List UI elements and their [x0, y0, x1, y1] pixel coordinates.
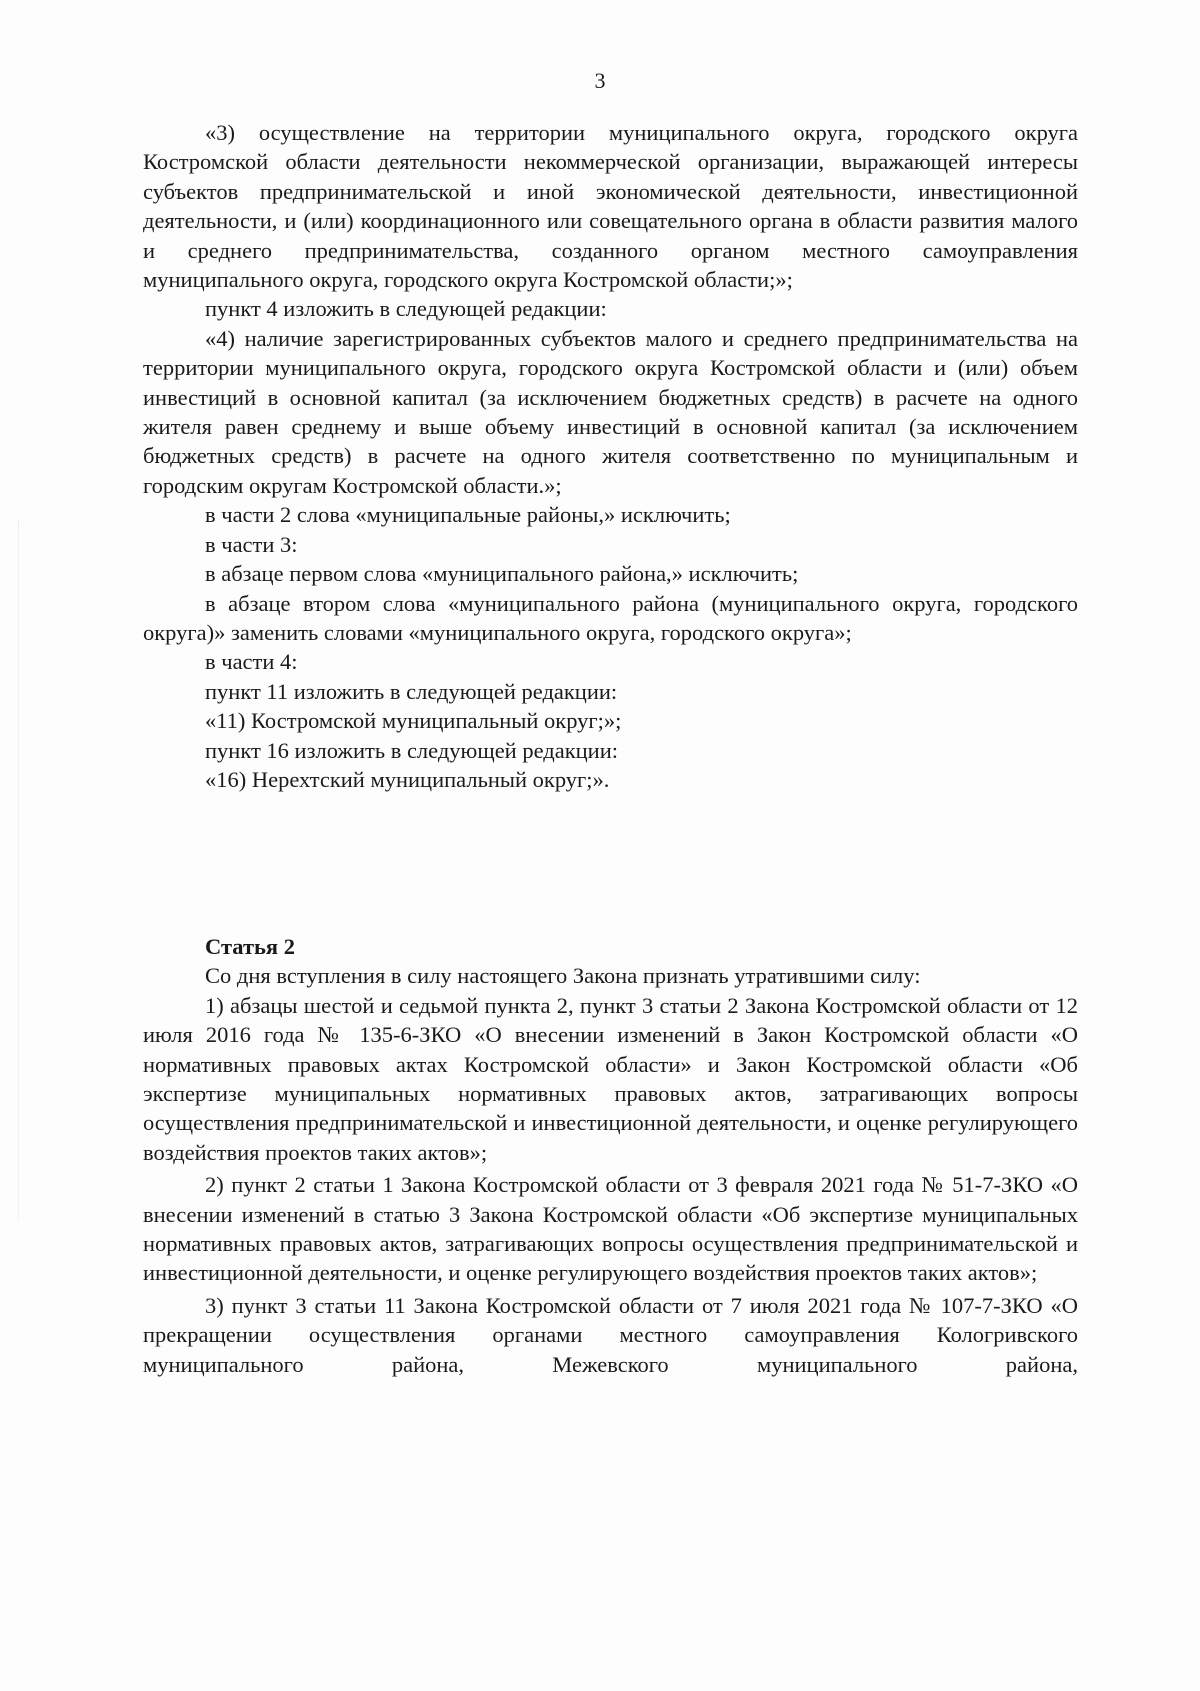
article-2-intro: Со дня вступления в силу настоящего Закона признать утратившими силу: — [205, 963, 921, 989]
paragraph-instruction-point-16: пункт 16 изложить в следующей редакции: — [205, 737, 619, 763]
paragraph-item-3: «3) осуществление на территории муниципального округа, городского округа Костромской области деятельности некоммерческой организации, выражающей интересы субъектов предпринимательской и иной экономической деятельности, инвестиционной деятельности, и (или) координационного или совещательного органа в области развития малого и среднего предпринимательства, созданного органом местного самоуправления муниципального округа, городского округа Костромской области;»; — [143, 120, 1078, 293]
article-2-item-1: 1) абзацы шестой и седьмой пункта 2, пункт 3 статьи 2 Закона Костромской области от 12 июля 2016 года № 135-6-ЗКО «О внесении изменений в Закон Костромской области «О нормативных правовых актах Костромской области» и Закон Костромской области «Об экспертизе муниципальных нормативных правовых актов, затрагивающих вопросы осуществления предпринимательской и инвестиционной деятельности, и оценке регулирующего воздействия проектов таких актов»; — [143, 992, 1078, 1165]
paragraph-item-16: «16) Нерехтский муниципальный округ;». — [205, 766, 610, 792]
paragraph-part-4: в части 4: — [205, 649, 298, 675]
paragraph-part-3-second: в абзаце втором слова «муниципального района (муниципального округа, городского округа)» заменить словами «муниципального округа, городского округа»; — [143, 590, 1078, 645]
section-1-text — [143, 118, 1078, 794]
paragraph-part-2: в части 2 слова «муниципальные районы,» исключить; — [205, 502, 731, 528]
paragraph-item-4: «4) наличие зарегистрированных субъектов малого и среднего предпринимательства на территории муниципального округа, городского округа Костромской области и (или) объем инвестиций в основной капитал (за исключением бюджетных средств) в расчете на одного жителя равен среднему и выше объему инвестиций в основной капитал (за исключением бюджетных средств) в расчете на одного жителя соответственно по муниципальным и городским округам Костромской области.»; — [143, 325, 1078, 498]
article-2-heading: Статья 2 — [205, 934, 295, 959]
paragraph-instruction-point-11: пункт 11 изложить в следующей редакции: — [205, 678, 618, 704]
article-2-section — [143, 932, 1078, 1379]
paragraph-item-11: «11) Костромской муниципальный округ;»; — [205, 708, 622, 734]
paragraph-part-3: в части 3: — [205, 531, 298, 557]
article-2-item-3: 3) пункт 3 статьи 11 Закона Костромской области от 7 июля 2021 года № 107-7-ЗКО «О прекращении осуществления органами местного самоуправления Кологривского муниципального района, Межевского муниципального района, — [143, 1292, 1078, 1377]
page-number: 3 — [594, 68, 606, 93]
paragraph-instruction-point-4: пункт 4 изложить в следующей редакции: — [205, 296, 607, 322]
scan-edge-artifact — [18, 520, 20, 1220]
article-2-item-2: 2) пункт 2 статьи 1 Закона Костромской области от 3 февраля 2021 года № 51-7-ЗКО «О внесении изменений в статью 3 Закона Костромской области «Об экспертизе муниципальных нормативных правовых актов, затрагивающих вопросы осуществления предпринимательской и инвестиционной деятельности, и оценке регулирующего воздействия проектов таких актов»; — [143, 1172, 1078, 1286]
paragraph-part-3-first: в абзаце первом слова «муниципального района,» исключить; — [205, 561, 799, 587]
